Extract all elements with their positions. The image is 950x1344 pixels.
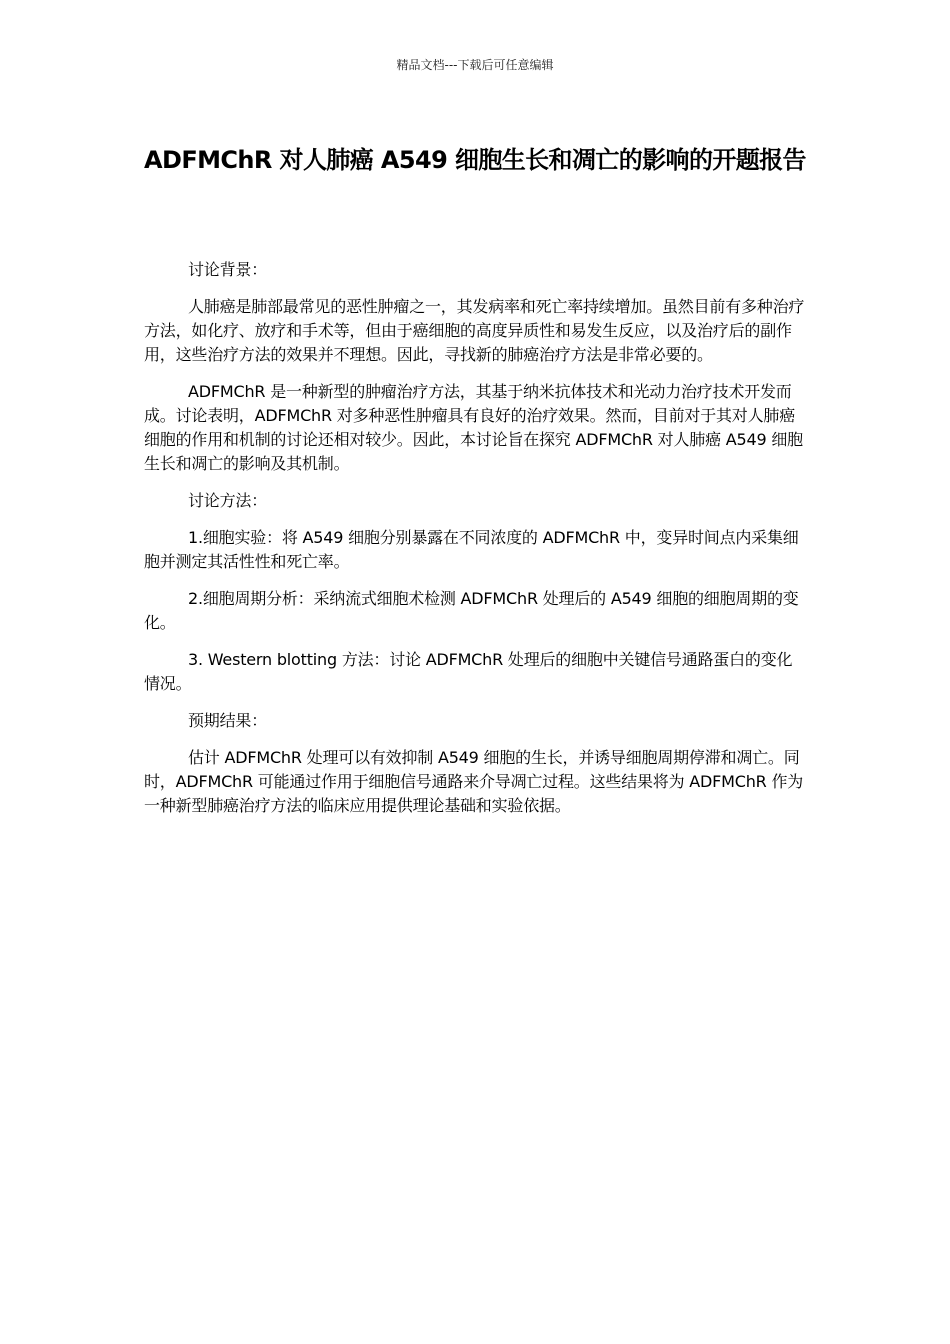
section-heading-methods: 讨论方法：	[188, 491, 268, 510]
paragraph-background-2: ADFMChR 是一种新型的肿瘤治疗方法，其基于纳米抗体技术和光动力治疗技术开发而成。讨论表明，ADFMChR 对多种恶性肿瘤具有良好的治疗效果。然而，目前对于其对人肺癌细胞的作用和机制的讨论还相对较少。因此，本讨论旨在探究 ADFMChR 对人肺癌 A549 细胞生长和凋亡的影响及其机制。	[144, 382, 803, 473]
section-heading-expected-results: 预期结果：	[188, 711, 268, 730]
section-heading-background: 讨论背景：	[188, 260, 268, 279]
header-note: 精品文档---下载后可任意编辑	[396, 58, 554, 72]
document-body	[144, 258, 806, 831]
document-title: ADFMChR 对人肺癌 A549 细胞生长和凋亡的影响的开题报告	[144, 146, 806, 174]
paragraph-background-1: 人肺癌是肺部最常见的恶性肿瘤之一，其发病率和死亡率持续增加。虽然目前有多种治疗方法，如化疗、放疗和手术等，但由于癌细胞的高度异质性和易发生反应，以及治疗后的副作用，这些治疗方法的效果并不理想。因此，寻找新的肺癌治疗方法是非常必要的。	[144, 297, 805, 364]
paragraph-expected-results: 估计 ADFMChR 处理可以有效抑制 A549 细胞的生长，并诱导细胞周期停滞和凋亡。同时，ADFMChR 可能通过作用于细胞信号通路来介导凋亡过程。这些结果将为 ADFMChR 作为一种新型肺癌治疗方法的临床应用提供理论基础和实验依据。	[144, 748, 804, 815]
paragraph-method-1: 1.细胞实验：将 A549 细胞分别暴露在不同浓度的 ADFMChR 中，变异时间点内采集细胞并测定其活性性和死亡率。	[144, 528, 799, 571]
paragraph-method-3: 3. Western blotting 方法：讨论 ADFMChR 处理后的细胞中关键信号通路蛋白的变化情况。	[144, 650, 793, 693]
paragraph-method-2: 2.细胞周期分析：采纳流式细胞术检测 ADFMChR 处理后的 A549 细胞的细胞周期的变化。	[144, 589, 799, 632]
